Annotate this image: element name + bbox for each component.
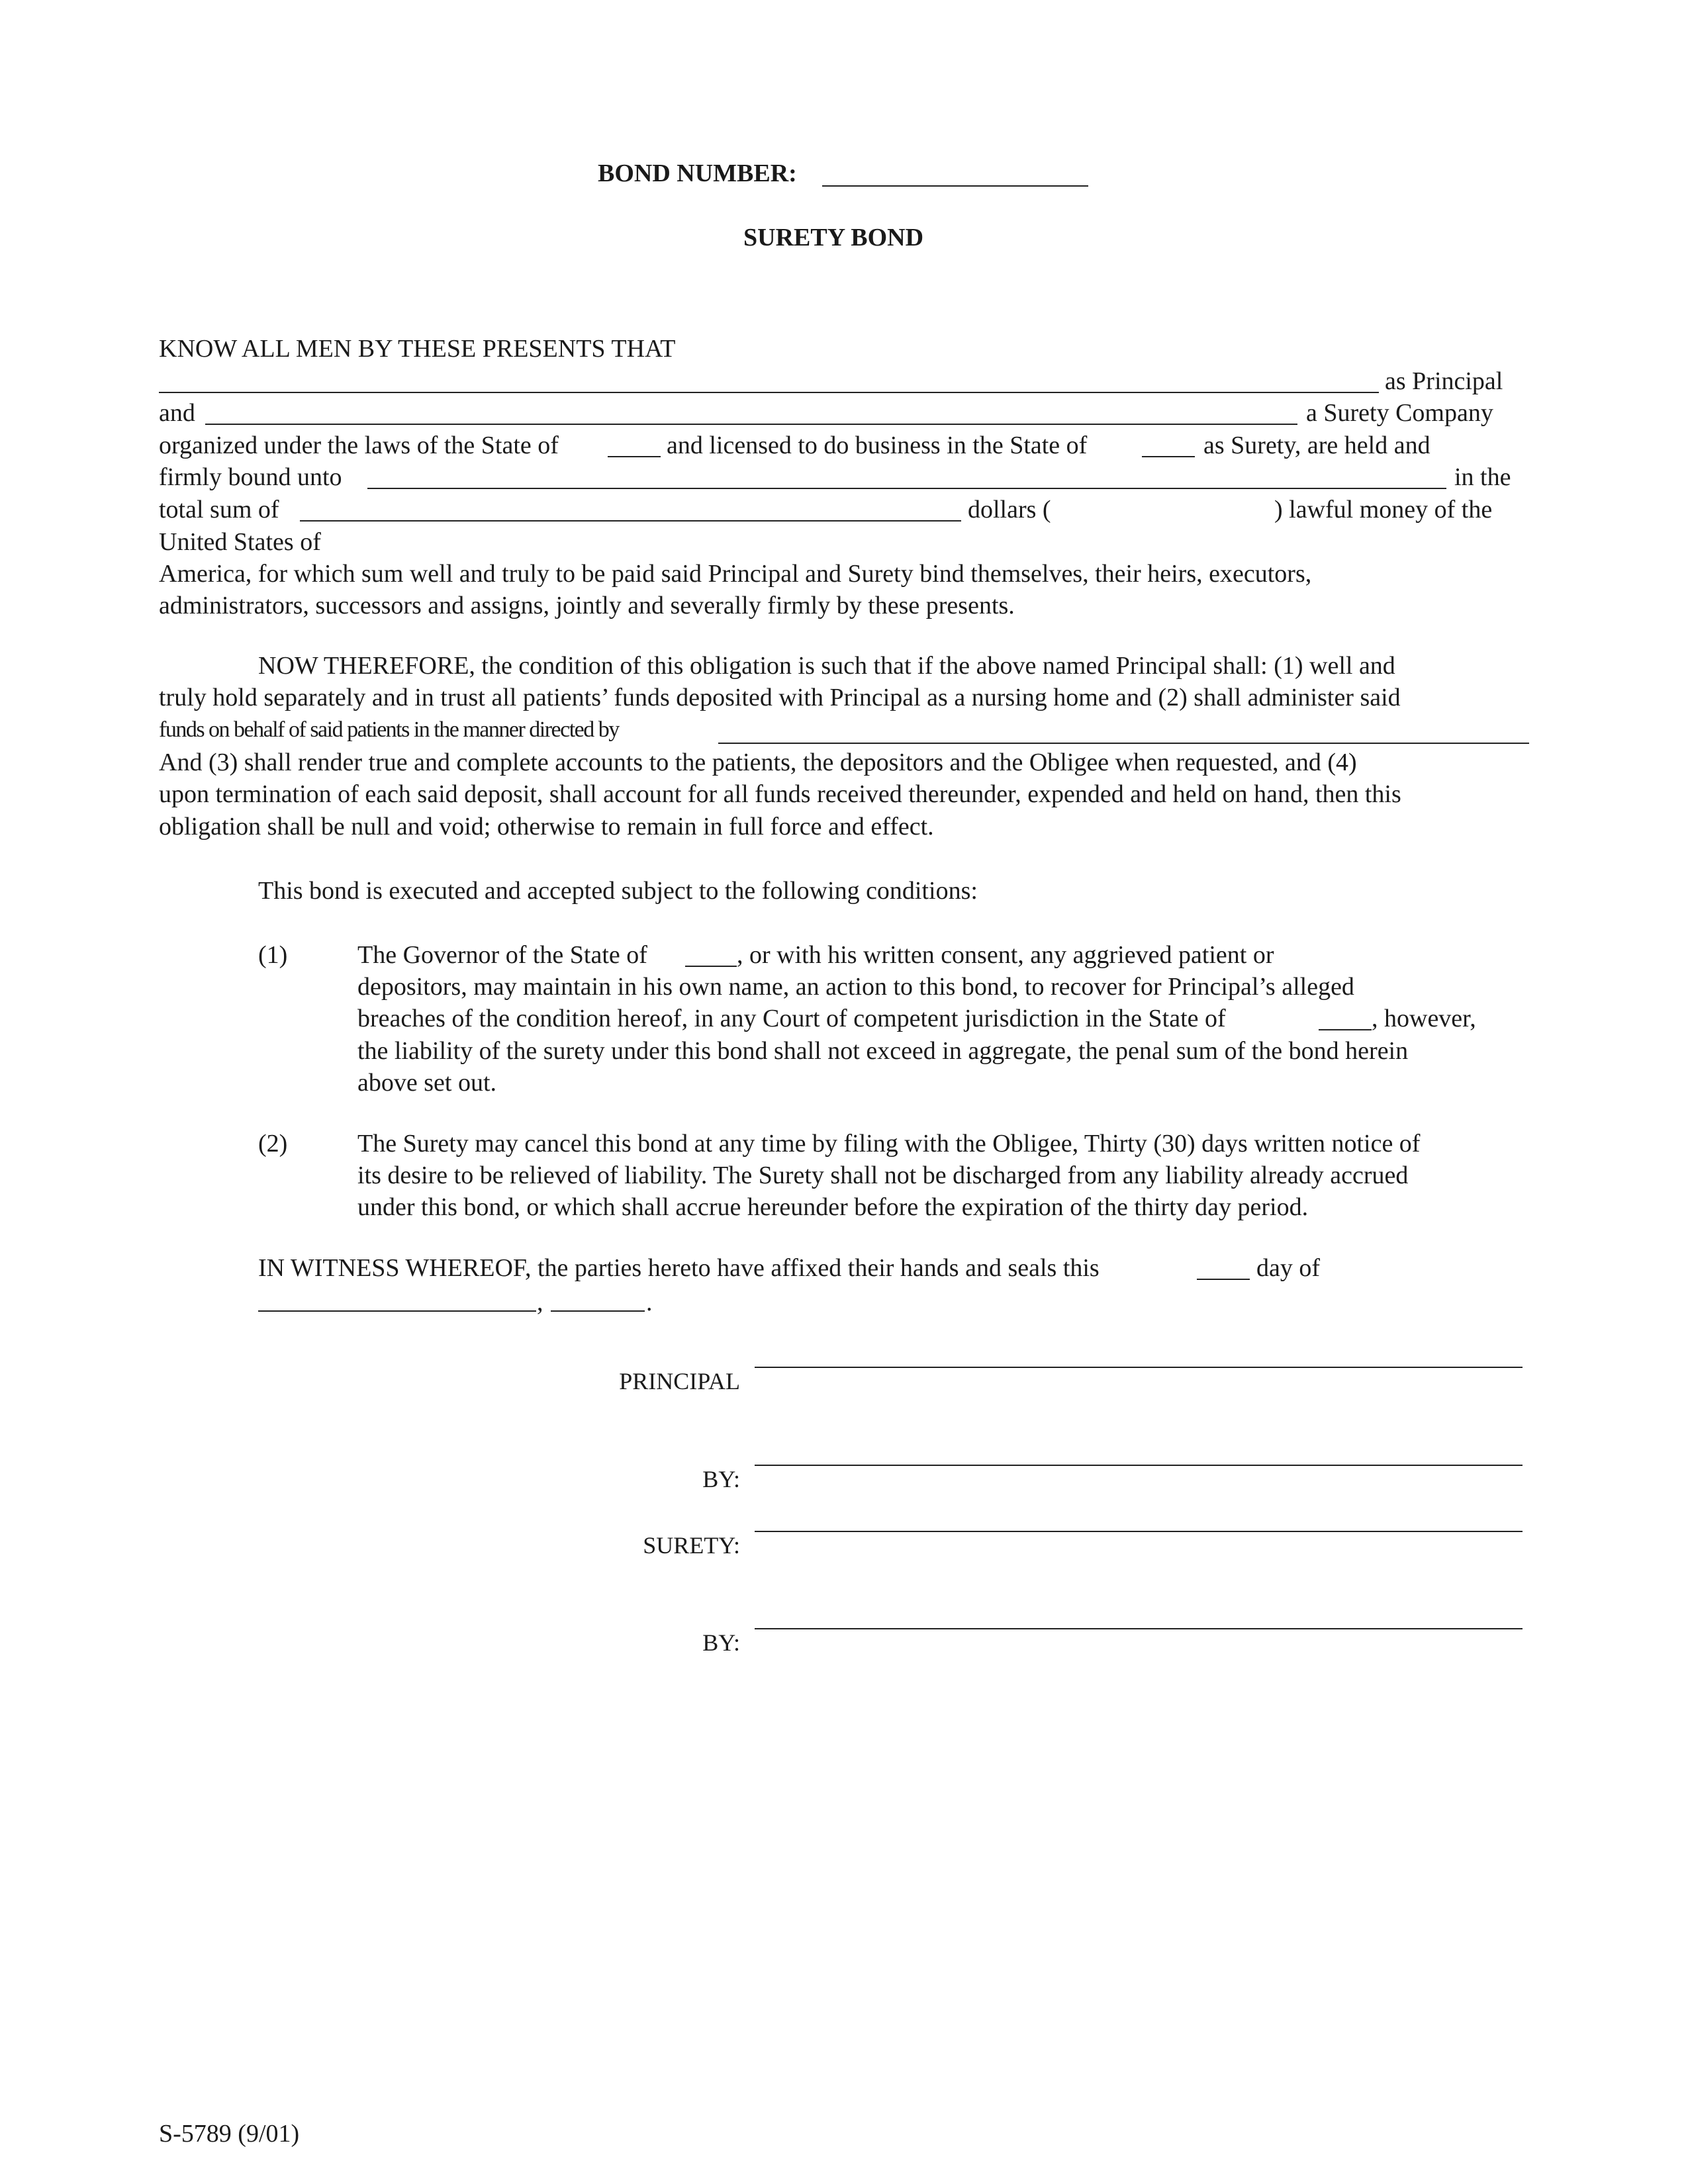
conditions-intro: This bond is executed and accepted subject to the following conditions: — [258, 877, 978, 905]
as-principal-text: as Principal — [1385, 367, 1503, 395]
condition-1-line-4: the liability of the surety under this bond shall not exceed in aggregate, the penal sum of the bond herein — [357, 1037, 1409, 1065]
obligee-blank — [367, 488, 1446, 489]
total-sum-blank — [300, 520, 961, 522]
governor-state-blank — [685, 966, 737, 967]
surety-by-label: BY: — [702, 1629, 740, 1656]
condition-2-line-3: under this bond, or which shall accrue hereunder before the expiration of the thirty day period. — [357, 1193, 1309, 1221]
intro-lead: KNOW ALL MEN BY THESE PRESENTS THAT — [159, 335, 676, 363]
principal-by-label: BY: — [702, 1466, 740, 1492]
condition-2-line-2: its desire to be relieved of liability. The Surety shall not be discharged from any liability already accrued — [357, 1161, 1409, 1189]
condition-2-line-1: The Surety may cancel this bond at any time by filing with the Obligee, Thirty (30) days written notice of — [357, 1130, 1421, 1158]
organized-text-3: as Surety, are held and — [1203, 432, 1430, 459]
dollars-text: dollars ( — [968, 496, 1051, 523]
condition-1-line-2: depositors, may maintain in his own name, an action to this bond, to recover for Principal’s alleged — [357, 973, 1354, 1001]
condition-1-line-1a: The Governor of the State of — [357, 941, 647, 969]
bond-number-blank — [822, 185, 1088, 187]
organized-state-blank — [608, 456, 661, 457]
witness-day-blank — [1197, 1279, 1250, 1280]
surety-company-text: a Surety Company — [1306, 399, 1493, 427]
witness-period: . — [646, 1289, 653, 1316]
condition-2-number: (2) — [258, 1130, 288, 1158]
now-therefore-line-5: upon termination of each said deposit, shall account for all funds received thereunder, expended and held on hand, then this — [159, 780, 1401, 808]
condition-1-line-1b: , or with his written consent, any aggrieved patient or — [737, 941, 1274, 969]
organized-text-2: and licensed to do business in the State of — [667, 432, 1088, 459]
now-therefore-line-6: obligation shall be null and void; otherwise to remain in full force and effect. — [159, 813, 934, 841]
form-number: S-5789 (9/01) — [159, 2120, 300, 2148]
surety-company-blank — [205, 424, 1297, 425]
organized-text-1: organized under the laws of the State of — [159, 432, 559, 459]
surety-label: SURETY: — [643, 1532, 740, 1559]
document-title: SURETY BOND — [743, 224, 924, 251]
principal-by-signature-line — [755, 1465, 1523, 1466]
and-text: and — [159, 399, 195, 427]
witness-line-1a: IN WITNESS WHEREOF, the parties hereto have affixed their hands and seals this — [258, 1254, 1100, 1282]
witness-comma: , — [537, 1289, 543, 1316]
witness-year-blank — [551, 1310, 645, 1312]
surety-by-signature-line — [755, 1628, 1523, 1629]
court-state-blank — [1319, 1029, 1372, 1030]
america-line-2: administrators, successors and assigns, jointly and severally firmly by these presents. — [159, 592, 1015, 619]
now-therefore-line-2: truly hold separately and in trust all patients’ funds deposited with Principal as a nursing home and (2) shall administer said — [159, 684, 1401, 711]
bond-number-label: BOND NUMBER: — [598, 159, 797, 187]
witness-line-1b: day of — [1256, 1254, 1321, 1282]
now-therefore-line-1: NOW THEREFORE, the condition of this obligation is such that if the above named Principal shall: (1) well and — [258, 652, 1395, 680]
principal-signature-line — [755, 1367, 1523, 1368]
condition-1-line-3a: breaches of the condition hereof, in any Court of competent jurisdiction in the State of — [357, 1005, 1226, 1032]
total-sum-text: total sum of — [159, 496, 279, 523]
now-therefore-line-4: And (3) shall render true and complete accounts to the patients, the depositors and the Obligee when requested, and (4) — [159, 749, 1357, 776]
in-the-text: in the — [1454, 463, 1511, 491]
firmly-bound-text: firmly bound unto — [159, 463, 342, 491]
lawful-money-text: ) lawful money of the — [1274, 496, 1493, 523]
condition-1-line-5: above set out. — [357, 1069, 497, 1097]
directed-by-blank — [718, 743, 1529, 744]
condition-1-line-3b: , however, — [1372, 1005, 1476, 1032]
witness-month-blank — [258, 1310, 536, 1312]
now-therefore-line-3: funds on behalf of said patients in the manner directed by — [159, 717, 619, 742]
licensed-state-blank — [1142, 456, 1195, 457]
condition-1-number: (1) — [258, 941, 288, 969]
principal-label: PRINCIPAL — [619, 1368, 740, 1394]
america-line-1: America, for which sum well and truly to be paid said Principal and Surety bind themselves, their heirs, executors, — [159, 560, 1312, 588]
united-states-text: United States of — [159, 528, 321, 556]
principal-name-blank — [159, 392, 1379, 393]
surety-signature-line — [755, 1531, 1523, 1532]
